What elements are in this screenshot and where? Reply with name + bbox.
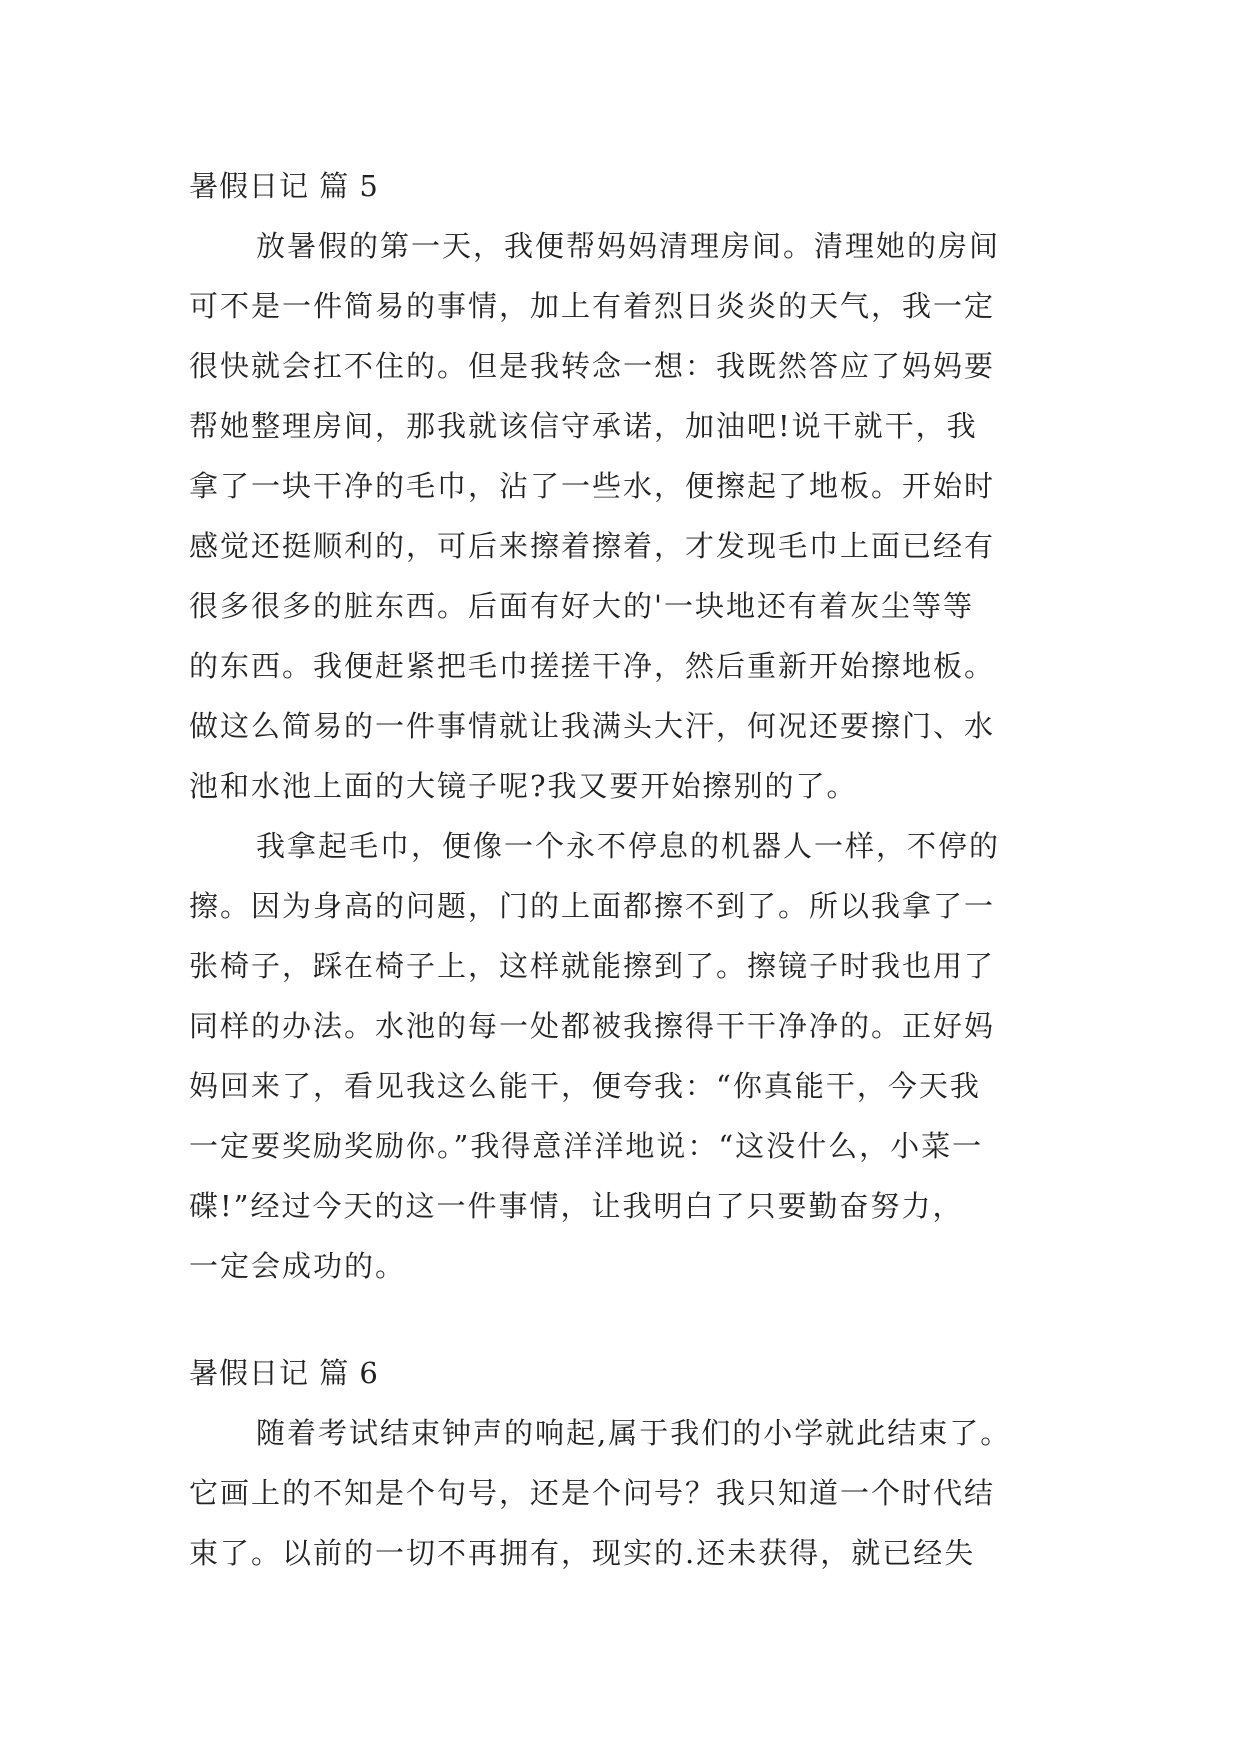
paragraph-line: 做这么简易的一件事情就让我满头大汗，何况还要擦门、水 (189, 709, 996, 743)
paragraph-line: 帮她整理房间，那我就该信守承诺，加油吧!说干就干，我 (189, 409, 978, 443)
paragraph-line: 拿了一块干净的毛巾，沾了一些水，便擦起了地板。开始时 (189, 469, 996, 503)
paragraph-line: 碟!”经过今天的这一件事情，让我明白了只要勤奋努力， (189, 1189, 964, 1223)
paragraph-line: 束了。以前的一切不再拥有，现实的.还未获得，就已经失 (189, 1536, 976, 1570)
paragraph-line: 感觉还挺顺利的，可后来擦着擦着，才发现毛巾上面已经有 (189, 529, 996, 563)
paragraph-line: 池和水池上面的大镜子呢?我又要开始擦别的了。 (189, 769, 858, 803)
paragraph-line: 的东西。我便赶紧把毛巾搓搓干净，然后重新开始擦地板。 (189, 649, 996, 683)
paragraph-line: 放暑假的第一天，我便帮妈妈清理房间。清理她的房间 (256, 229, 1001, 263)
paragraph-line: 我拿起毛巾，便像一个永不停息的机器人一样，不停的 (256, 829, 1001, 863)
paragraph-line: 一定会成功的。 (189, 1249, 407, 1283)
paragraph-line: 妈回来了，看见我这么能干，便夸我：“你真能干，今天我 (189, 1069, 981, 1103)
paragraph-line: 随着考试结束钟声的响起,属于我们的小学就此结束了。 (256, 1416, 1012, 1450)
paragraph-line: 擦。因为身高的问题，门的上面都擦不到了。所以我拿了一 (189, 889, 996, 923)
paragraph-line: 很快就会扛不住的。但是我转念一想：我既然答应了妈妈要 (189, 349, 996, 383)
paragraph-line: 同样的办法。水池的每一处都被我擦得干干净净的。正好妈 (189, 1009, 996, 1043)
paragraph-line: 可不是一件简易的事情，加上有着烈日炎炎的天气，我一定 (189, 289, 996, 323)
paragraph-line: 它画上的不知是个句号，还是个问号？我只知道一个时代结 (189, 1476, 996, 1510)
paragraph-line: 一定要奖励奖励你。”我得意洋洋地说：“这没什么，小菜一 (189, 1129, 984, 1163)
paragraph-line: 张椅子，踩在椅子上，这样就能擦到了。擦镜子时我也用了 (189, 949, 996, 983)
section-6-title: 暑假日记 篇 6 (189, 1356, 379, 1390)
section-5-title: 暑假日记 篇 5 (189, 169, 379, 203)
paragraph-line: 很多很多的脏东西。后面有好大的'一块地还有着灰尘等等 (189, 589, 974, 623)
